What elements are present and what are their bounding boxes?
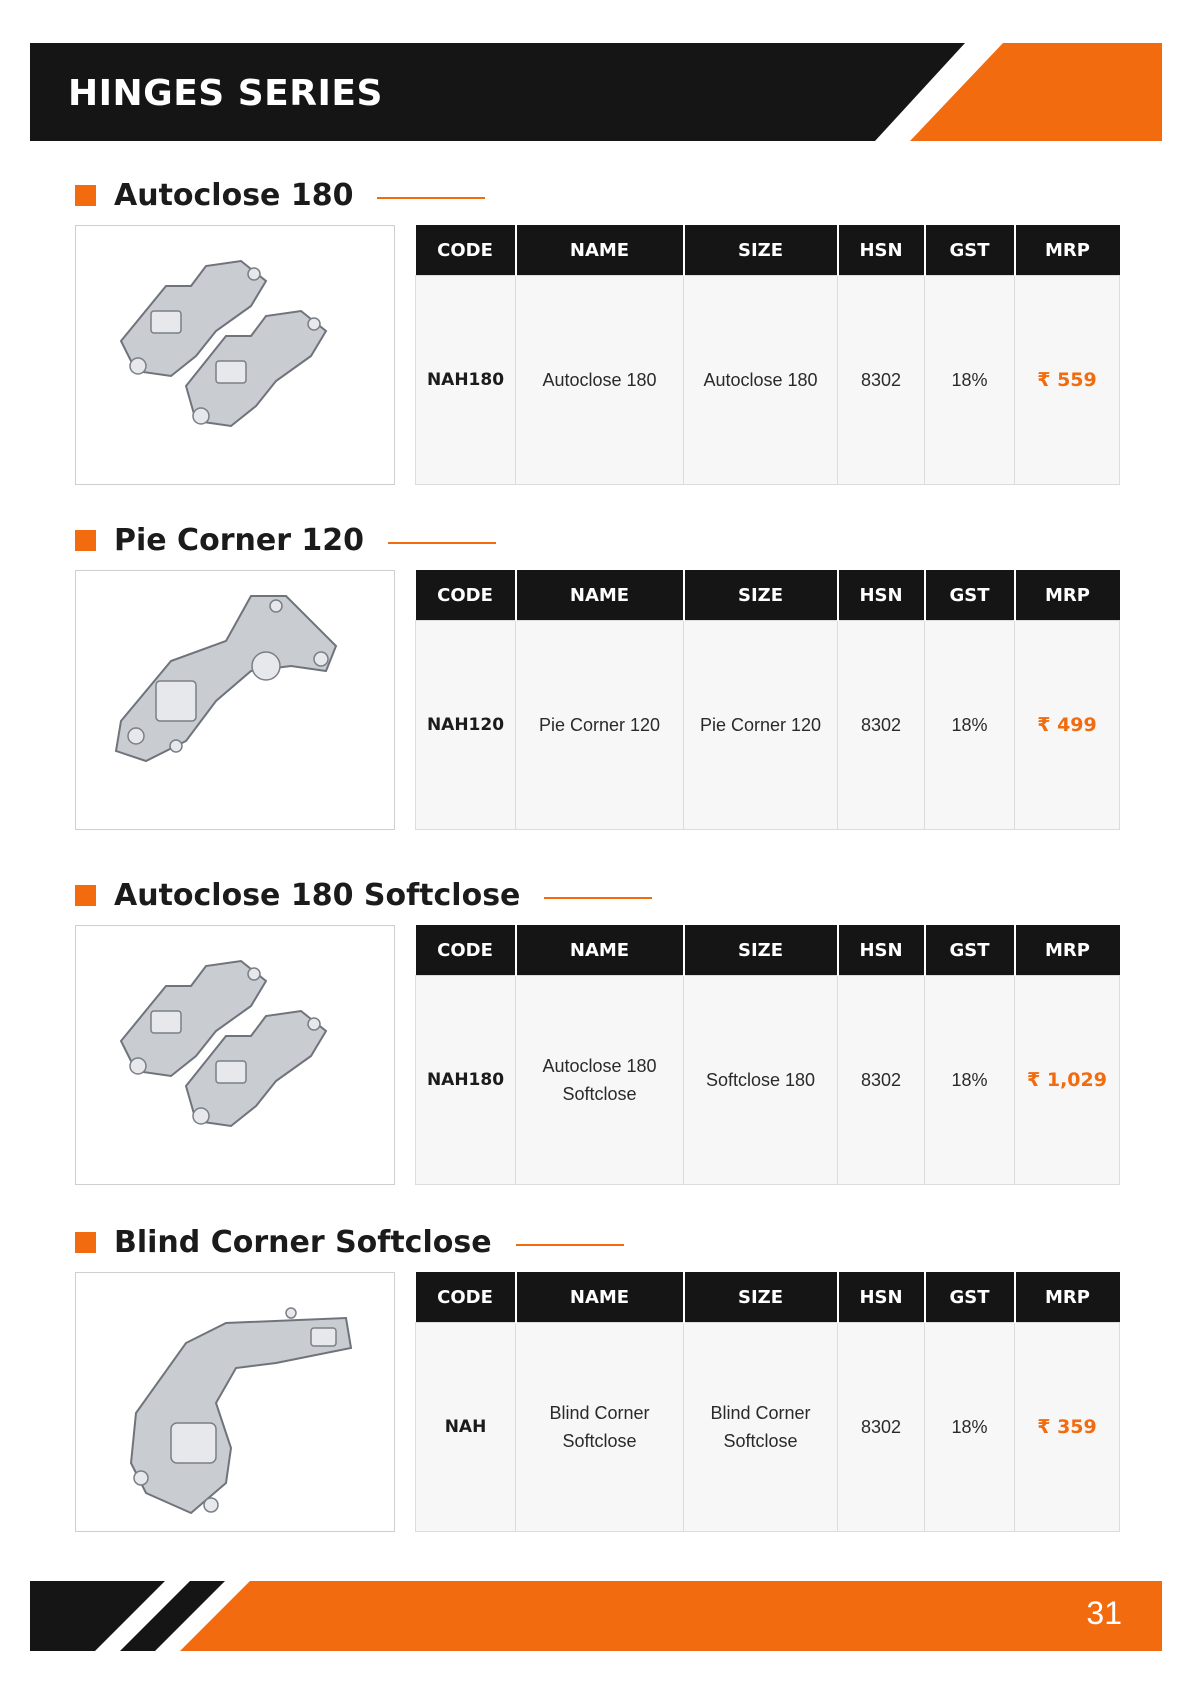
section-title: Autoclose 180	[114, 177, 354, 213]
cell-name: Blind Corner Softclose	[516, 1323, 684, 1532]
product-image	[75, 570, 395, 830]
spec-table	[415, 225, 1120, 485]
col-code-header: CODE	[416, 925, 516, 976]
col-name-header: NAME	[516, 225, 684, 276]
col-size-header: SIZE	[684, 1272, 838, 1323]
cell-gst: 18%	[925, 1323, 1015, 1532]
col-size-header: SIZE	[684, 925, 838, 976]
bullet-square-icon	[75, 1232, 96, 1253]
bullet-square-icon	[75, 530, 96, 551]
table-row	[416, 276, 1120, 485]
cell-code: NAH180	[416, 276, 516, 485]
col-name-header: NAME	[516, 1272, 684, 1323]
cell-size: Softclose 180	[684, 976, 838, 1185]
cell-hsn: 8302	[838, 1323, 925, 1532]
table-header-row	[416, 1272, 1120, 1323]
col-name-header: NAME	[516, 570, 684, 621]
col-gst-header: GST	[925, 570, 1015, 621]
spec-table	[415, 925, 1120, 1185]
section-title: Blind Corner Softclose	[114, 1224, 492, 1260]
cell-mrp: ₹ 359	[1015, 1323, 1120, 1532]
col-mrp-header: MRP	[1015, 925, 1120, 976]
cell-code: NAH	[416, 1323, 516, 1532]
col-name-header: NAME	[516, 925, 684, 976]
cell-gst: 18%	[925, 621, 1015, 830]
cell-code: NAH120	[416, 621, 516, 830]
section-heading	[75, 875, 652, 915]
col-gst-header: GST	[925, 1272, 1015, 1323]
cell-hsn: 8302	[838, 976, 925, 1185]
title-underline	[544, 897, 652, 899]
col-mrp-header: MRP	[1015, 225, 1120, 276]
table-row	[416, 621, 1120, 830]
cell-mrp: ₹ 499	[1015, 621, 1120, 830]
product-image	[75, 225, 395, 485]
section-title: Pie Corner 120	[114, 522, 365, 558]
cell-gst: 18%	[925, 276, 1015, 485]
col-hsn-header: HSN	[838, 570, 925, 621]
cell-name: Autoclose 180	[516, 276, 684, 485]
product-image	[75, 1272, 395, 1532]
product-image	[75, 925, 395, 1185]
cell-mrp: ₹ 559	[1015, 276, 1120, 485]
footer-background	[30, 1581, 1162, 1651]
cell-name: Pie Corner 120	[516, 621, 684, 830]
spec-table	[415, 570, 1120, 830]
col-hsn-header: HSN	[838, 1272, 925, 1323]
title-underline	[516, 1244, 624, 1246]
col-hsn-header: HSN	[838, 225, 925, 276]
cell-size: Pie Corner 120	[684, 621, 838, 830]
double-hinge-icon	[76, 926, 394, 1184]
title-underline	[377, 197, 485, 199]
col-mrp-header: MRP	[1015, 1272, 1120, 1323]
cell-code: NAH180	[416, 976, 516, 1185]
bullet-square-icon	[75, 185, 96, 206]
cell-mrp: ₹ 1,029	[1015, 976, 1120, 1185]
col-code-header: CODE	[416, 1272, 516, 1323]
cell-size: Blind Corner Softclose	[684, 1323, 838, 1532]
double-hinge-icon	[76, 226, 394, 484]
page-footer	[30, 1581, 1162, 1651]
table-row	[416, 976, 1120, 1185]
table-header-row	[416, 570, 1120, 621]
col-gst-header: GST	[925, 925, 1015, 976]
section-heading	[75, 1222, 624, 1262]
cell-gst: 18%	[925, 976, 1015, 1185]
section-title: Autoclose 180 Softclose	[114, 877, 521, 913]
col-mrp-header: MRP	[1015, 570, 1120, 621]
col-code-header: CODE	[416, 225, 516, 276]
col-size-header: SIZE	[684, 225, 838, 276]
title-underline	[388, 542, 496, 544]
col-hsn-header: HSN	[838, 925, 925, 976]
section-heading	[75, 175, 485, 215]
bullet-square-icon	[75, 885, 96, 906]
blind-corner-hinge-icon	[76, 1273, 394, 1531]
spec-table	[415, 1272, 1120, 1532]
col-gst-header: GST	[925, 225, 1015, 276]
section-heading	[75, 520, 496, 560]
table-header-row	[416, 925, 1120, 976]
table-header-row	[416, 225, 1120, 276]
corner-hinge-icon	[76, 571, 394, 829]
col-code-header: CODE	[416, 570, 516, 621]
cell-hsn: 8302	[838, 621, 925, 830]
table-row	[416, 1323, 1120, 1532]
page-title: HINGES SERIES	[68, 73, 383, 114]
cell-size: Autoclose 180	[684, 276, 838, 485]
col-size-header: SIZE	[684, 570, 838, 621]
page-header	[30, 43, 1162, 141]
page-number: 31	[1086, 1595, 1122, 1631]
cell-hsn: 8302	[838, 276, 925, 485]
cell-name: Autoclose 180 Softclose	[516, 976, 684, 1185]
